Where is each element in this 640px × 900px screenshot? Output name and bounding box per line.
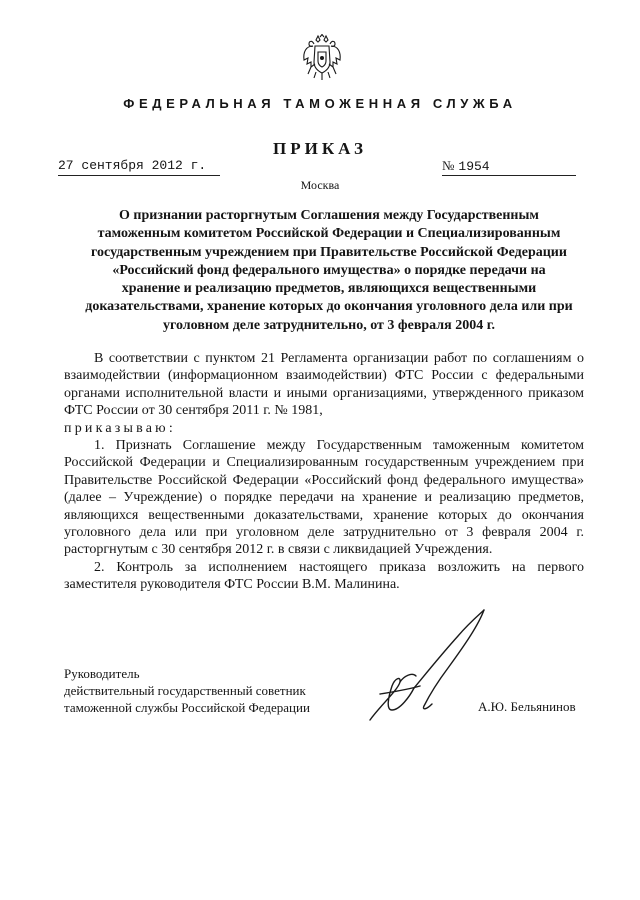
agency-name: ФЕДЕРАЛЬНАЯ ТАМОЖЕННАЯ СЛУЖБА [123,96,517,111]
title-line: государственным учреждением при Правительстве Российской Федерации [91,244,567,260]
title-line: таможенным комитетом Российской Федерации и Специализированным [97,226,561,242]
signer-line: действительный государственный советник [64,683,306,698]
order-item-2: 2. Контроль за исполнением настоящего приказа возложить на первого заместителя руководителя ФТС России В.М. Малинина. [64,559,584,593]
signer-line: таможенной службы Российской Федерации [64,700,310,715]
document-number-field [442,156,576,176]
city: Москва [300,178,340,192]
signer-line: Руководитель [64,666,140,681]
document-title [74,207,584,335]
signature-icon [340,606,510,736]
title-line: уголовном деле затруднительно, от 3 февраля 2004 г. [162,317,496,333]
number-sign: № [442,158,455,173]
title-line: О признании расторгнутым Соглашения между Государственным [119,208,539,223]
title-line: доказательствами, хранение которых до окончания уголовного дела или при [85,299,573,315]
order-word: приказываю: [64,420,176,436]
coat-of-arms-icon [302,34,342,82]
preamble-paragraph: В соответствии с пунктом 21 Регламента организации работ по соглашениям о взаимодействии (информационном взаимодействии) ФТС России с федеральными органами исполнительной власти и иными организациями, утвержденного приказом ФТС России от 30 сентября 2011 г. № 1981, [64,351,584,419]
signer-name: А.Ю. Бельянинов [478,699,576,714]
signer-position [64,665,310,716]
document-date: 27 сентября 2012 г. [58,156,220,176]
title-line: хранение и реализацию предметов, являющихся вещественными [121,281,537,297]
document-number: 1954 [458,159,490,174]
title-line: «Российский фонд федерального имущества» о порядке передачи на [112,262,546,278]
order-item-1: 1. Признать Соглашение между Государственным таможенным комитетом Российской Федерации и Специализированным государственным учреждением при Правительстве Российской Федерации «Российский фонд федерального имущества» (далее – Учреждение) о порядке передачи на хранение и реализацию предметов, являющихся вещественными доказательствами, хранение которых до окончания уголовного дела или при уголовном деле затруднительно от 3 февраля 2004 г. расторгнутым с 30 сентября 2012 г. в связи с ликвидацией Учреждения. [64,438,584,558]
document-type: ПРИКАЗ [273,139,367,158]
document-body [64,350,584,594]
